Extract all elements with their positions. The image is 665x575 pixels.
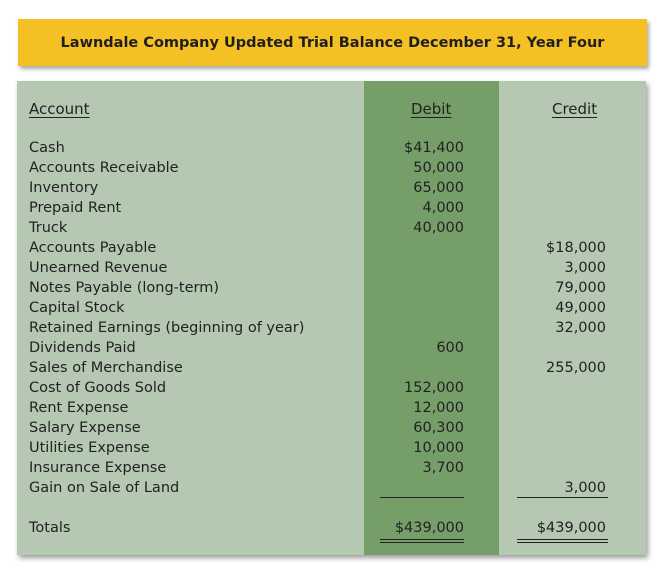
credit-cell: 3,000 (564, 260, 606, 276)
trial-balance-table (17, 81, 646, 555)
account-cell: Gain on Sale of Land (29, 480, 180, 496)
credit-cell: 3,000 (564, 480, 606, 496)
debit-cell: $41,400 (404, 140, 464, 156)
credit-cell: 79,000 (555, 280, 606, 296)
debit-cell: 3,700 (422, 460, 464, 476)
debit-cell: 152,000 (404, 380, 464, 396)
account-cell: Retained Earnings (beginning of year) (29, 320, 305, 336)
totals-row (17, 518, 646, 538)
totals-credit: $439,000 (536, 520, 606, 536)
table-row (17, 318, 646, 338)
page-title (18, 19, 647, 66)
account-cell: Truck (29, 220, 68, 236)
account-cell: Capital Stock (29, 300, 125, 316)
totals-label: Totals (29, 520, 71, 536)
account-cell: Rent Expense (29, 400, 129, 416)
account-header: Account (29, 100, 90, 118)
totals-debit: $439,000 (394, 520, 464, 536)
table-row (17, 138, 646, 158)
debit-header: Debit (411, 100, 452, 118)
table-row (17, 238, 646, 258)
credit-cell: 255,000 (546, 360, 606, 376)
account-cell: Cash (29, 140, 65, 156)
table-row (17, 258, 646, 278)
account-cell: Insurance Expense (29, 460, 167, 476)
account-cell: Accounts Receivable (29, 160, 179, 176)
credit-cell: 49,000 (555, 300, 606, 316)
account-cell: Accounts Payable (29, 240, 157, 256)
account-cell: Dividends Paid (29, 340, 136, 356)
table-row (17, 358, 646, 378)
account-cell: Sales of Merchandise (29, 360, 183, 376)
debit-cell: 65,000 (413, 180, 464, 196)
credit-cell: 32,000 (555, 320, 606, 336)
title-text: Lawndale Company Updated Trial Balance December 31, Year Four (60, 34, 605, 51)
debit-cell: 60,300 (413, 420, 464, 436)
debit-cell: 12,000 (413, 400, 464, 416)
debit-cell: 600 (436, 340, 464, 356)
table-row (17, 398, 646, 418)
table-row (17, 478, 646, 498)
account-cell: Prepaid Rent (29, 200, 122, 216)
table-row (17, 338, 646, 358)
table-row (17, 278, 646, 298)
debit-cell: 40,000 (413, 220, 464, 236)
table-row (17, 198, 646, 218)
account-cell: Inventory (29, 180, 99, 196)
debit-total-double-rule (380, 539, 464, 543)
table-row (17, 418, 646, 438)
debit-subtotal-rule (380, 497, 464, 498)
debit-cell: 4,000 (422, 200, 464, 216)
credit-total-double-rule (517, 539, 608, 543)
table-row (17, 438, 646, 458)
credit-cell: $18,000 (546, 240, 606, 256)
table-row (17, 158, 646, 178)
table-row (17, 218, 646, 238)
account-cell: Utilities Expense (29, 440, 150, 456)
table-row (17, 458, 646, 478)
table-row (17, 178, 646, 198)
table-row (17, 298, 646, 318)
table-body (17, 138, 646, 498)
debit-cell: 10,000 (413, 440, 464, 456)
table-row (17, 378, 646, 398)
credit-header: Credit (552, 100, 598, 118)
account-cell: Salary Expense (29, 420, 141, 436)
account-cell: Cost of Goods Sold (29, 380, 167, 396)
account-cell: Unearned Revenue (29, 260, 168, 276)
credit-subtotal-rule (517, 497, 608, 498)
debit-cell: 50,000 (413, 160, 464, 176)
account-cell: Notes Payable (long-term) (29, 280, 219, 296)
